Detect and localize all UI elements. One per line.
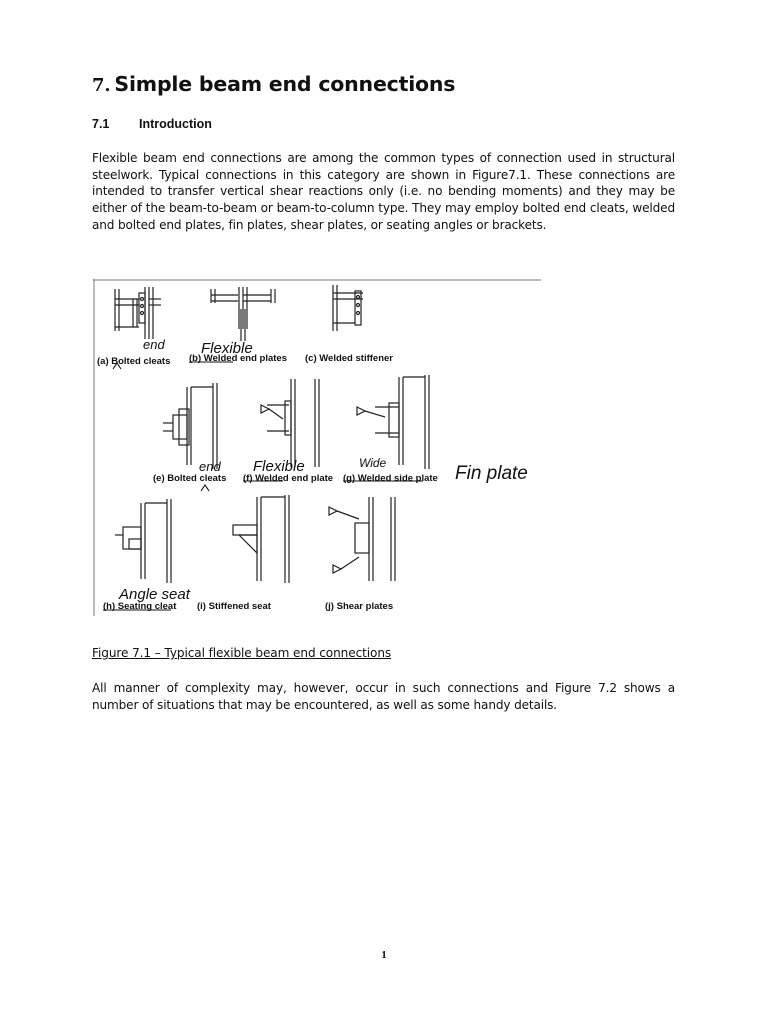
- label-g: (g) Welded side plate: [343, 473, 438, 484]
- chapter-title: [92, 72, 455, 96]
- handwritten-fin-plate: Fin plate: [455, 463, 528, 484]
- handwritten-flexible-1: Flexible: [201, 340, 253, 357]
- drawing-e: [163, 383, 217, 469]
- drawing-i: [233, 495, 289, 583]
- label-e: (e) Bolted cleats: [153, 473, 227, 484]
- handwritten-end-2: end: [199, 459, 221, 474]
- drawing-h: [115, 499, 171, 583]
- drawing-g: [357, 375, 429, 469]
- section-number: 7.1: [92, 117, 110, 131]
- chapter-number: 7.: [92, 75, 111, 96]
- label-h: (h) Seating cleat: [103, 601, 177, 612]
- handwritten-wide: Wide: [359, 456, 387, 470]
- section-title: Introduction: [139, 117, 212, 131]
- page-number: 1: [381, 949, 387, 961]
- handwritten-end-1: end: [143, 337, 165, 352]
- label-c: (c) Welded stiffener: [305, 353, 393, 364]
- section-heading: [92, 117, 212, 131]
- intro-paragraph: Flexible beam end connections are among the common types of connection used in structural steelwork. Typical connections in this category are shown in Figure7.1. These connections are intended to transfer vertical shear reactions only (i.e. no bending moments) and they may be either of the beam-to-beam or beam-to-column type. They may employ bolted end cleats, welded and bolted end plates, fin plates, shear plates, or seating angles or brackets.: [92, 151, 675, 232]
- drawing-b: [211, 287, 275, 341]
- label-f: (f) Welded end plate: [243, 473, 334, 484]
- label-i: (i) Stiffened seat: [197, 601, 271, 612]
- drawing-a: [115, 287, 161, 339]
- label-j: (j) Shear plates: [325, 601, 394, 612]
- connections-figure: [93, 279, 541, 616]
- body-paragraph: All manner of complexity may, however, occur in such connections and Figure 7.2 shows a number of situations that may be encountered, as well as some handy details.: [92, 681, 675, 712]
- label-a: (a) Bolted cleats: [97, 356, 171, 367]
- drawing-c: [333, 285, 363, 331]
- drawing-f: [261, 379, 319, 467]
- figure-caption: Figure 7.1 – Typical flexible beam end connections: [92, 646, 392, 660]
- chapter-title-text: Simple beam end connections: [114, 72, 456, 96]
- handwritten-angle-seat: Angle seat: [119, 586, 190, 603]
- label-b: (b) Welded end plates: [189, 353, 288, 364]
- drawing-j: [329, 497, 395, 581]
- handwritten-flexible-2: Flexible: [253, 458, 305, 475]
